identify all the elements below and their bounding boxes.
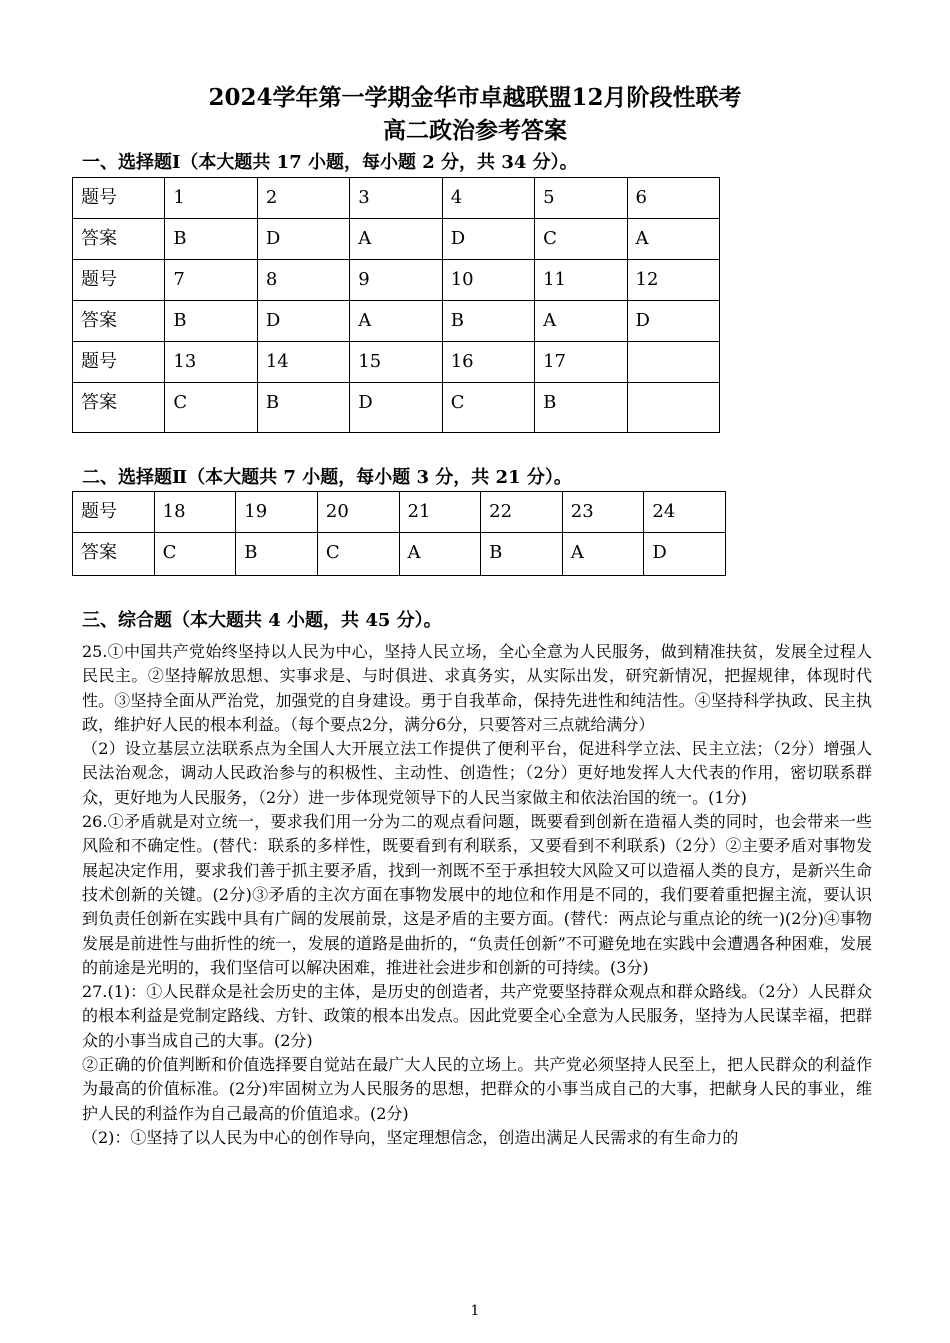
answer-cell: A xyxy=(350,301,442,342)
answer-cell: 1 xyxy=(165,178,257,219)
section3-heading: 三、综合题（本大题共 4 小题，共 45 分）。 xyxy=(82,610,442,631)
answer-cell: 14 xyxy=(257,342,349,383)
answer-cell: 17 xyxy=(535,342,627,383)
answer-cell: 13 xyxy=(165,342,257,383)
row-header-cell: 答案 xyxy=(73,301,165,342)
row-header-cell: 题号 xyxy=(73,342,165,383)
answer-cell: C xyxy=(535,219,627,260)
answer-cell: 7 xyxy=(165,260,257,301)
answer-cell: D xyxy=(644,533,726,576)
answer-paragraph: （2）设立基层立法联系点为全国人大开展立法工作提供了便利平台，促进科学立法、民主立法；（2分）增强人民法治观念，调动人民政治参与的积极性、主动性、创造性；（2分）更好地发挥人大代表的作用，密切联系群众，更好地为人民服务，（2分）进一步体现党领导下的人民当家做主和依法治国的统一。(1分) xyxy=(82,739,872,807)
page-number: 1 xyxy=(470,1303,480,1319)
row-header-cell: 答案 xyxy=(73,383,165,433)
row-header-cell: 答案 xyxy=(73,219,165,260)
answer-cell: B xyxy=(236,533,318,576)
section2-heading: 二、选择题Ⅱ（本大题共 7 小题，每小题 3 分，共 21 分）。 xyxy=(82,467,572,488)
answer-cell: C xyxy=(165,383,257,433)
answer-cell: 10 xyxy=(442,260,534,301)
answer-cell: A xyxy=(350,219,442,260)
answer-cell xyxy=(627,342,719,383)
answer-cell: A xyxy=(399,533,481,576)
document-subtitle: 高二政治参考答案 xyxy=(383,117,567,144)
answer-paragraph: 27.(1)：①人民群众是社会历史的主体，是历史的创造者，共产党要坚持群众观点和群众路线。（2分）人民群众的根本利益是党制定路线、方针、政策的根本出发点。因此党要全心全意为人民服务，坚持为人民谋幸福，把群众的小事当成自己的大事。(2分) xyxy=(82,982,872,1050)
answer-cell: 15 xyxy=(350,342,442,383)
row-header-cell: 答案 xyxy=(73,533,155,576)
section1-heading: 一、选择题Ⅰ（本大题共 17 小题，每小题 2 分，共 34 分）。 xyxy=(82,152,578,173)
answer-cell: B xyxy=(165,301,257,342)
answer-cell: 18 xyxy=(154,492,236,533)
section3-body xyxy=(82,640,872,1150)
answer-cell: B xyxy=(535,383,627,433)
answer-paragraph: （2)：①坚持了以人民为中心的创作导向，坚定理想信念，创造出满足人民需求的有生命力的 xyxy=(82,1127,739,1147)
table-row xyxy=(73,342,720,383)
answer-cell: B xyxy=(257,383,349,433)
answer-cell: B xyxy=(481,533,563,576)
table-row xyxy=(73,178,720,219)
answer-cell: B xyxy=(442,301,534,342)
answer-cell: D xyxy=(350,383,442,433)
row-header-cell: 题号 xyxy=(73,260,165,301)
answer-cell: 16 xyxy=(442,342,534,383)
answer-cell: D xyxy=(627,301,719,342)
document-title: 2024学年第一学期金华市卓越联盟12月阶段性联考 xyxy=(208,84,742,111)
row-header-cell: 题号 xyxy=(73,492,155,533)
answer-cell: 2 xyxy=(257,178,349,219)
answer-paragraph: ②正确的价值判断和价值选择要自觉站在最广大人民的立场上。共产党必须坚持人民至上，把人民群众的利益作为最高的价值标准。(2分)牢固树立为人民服务的思想，把群众的小事当成自己的大事，把献身人民的事业，维护人民的利益作为自己最高的价值追求。(2分) xyxy=(82,1055,872,1123)
answer-cell: 24 xyxy=(644,492,726,533)
answer-cell: 20 xyxy=(317,492,399,533)
answer-cell: 5 xyxy=(535,178,627,219)
row-header-cell: 题号 xyxy=(73,178,165,219)
answer-cell: D xyxy=(442,219,534,260)
answer-cell: 22 xyxy=(481,492,563,533)
answer-cell: B xyxy=(165,219,257,260)
answer-cell: D xyxy=(257,219,349,260)
answer-cell: D xyxy=(257,301,349,342)
table-row xyxy=(73,383,720,433)
table-row xyxy=(73,492,726,533)
answer-cell: 9 xyxy=(350,260,442,301)
answer-cell: 19 xyxy=(236,492,318,533)
section2-answer-table xyxy=(72,491,726,576)
answer-cell: C xyxy=(154,533,236,576)
section1-answer-table xyxy=(72,177,720,433)
answer-paragraph: 26.①矛盾就是对立统一，要求我们用一分为二的观点看问题，既要看到创新在造福人类的同时，也会带来一些风险和不确定性。(替代：联系的多样性，既要看到有利联系，又要看到不利联系)（2分）②主要矛盾对事物发展起决定作用，要求我们善于抓主要矛盾，找到一剂既不至于承担较大风险又可以造福人类的良方，是新兴生命技术创新的关键。(2分)③矛盾的主次方面在事物发展中的地位和作用是不同的，我们要着重把握主流，要认识到负责任创新在实践中具有广阔的发展前景，这是矛盾的主要方面。(替代：两点论与重点论的统一)(2分)④事物发展是前进性与曲折性的统一，发展的道路是曲折的，“负责任创新”不可避免地在实践中会遭遇各种困难，发展的前途是光明的，我们坚信可以解决困难，推进社会进步和创新的可持续。(3分) xyxy=(82,812,872,977)
table-row xyxy=(73,533,726,576)
answer-cell: A xyxy=(562,533,644,576)
table-row xyxy=(73,219,720,260)
answer-cell: 21 xyxy=(399,492,481,533)
answer-cell xyxy=(627,383,719,433)
answer-cell: 23 xyxy=(562,492,644,533)
answer-cell: 12 xyxy=(627,260,719,301)
answer-cell: 11 xyxy=(535,260,627,301)
answer-cell: A xyxy=(535,301,627,342)
answer-cell: C xyxy=(442,383,534,433)
answer-cell: A xyxy=(627,219,719,260)
table-row xyxy=(73,260,720,301)
answer-cell: C xyxy=(317,533,399,576)
answer-cell: 8 xyxy=(257,260,349,301)
answer-cell: 6 xyxy=(627,178,719,219)
answer-cell: 3 xyxy=(350,178,442,219)
table-row xyxy=(73,301,720,342)
answer-cell: 4 xyxy=(442,178,534,219)
answer-paragraph: 25.①中国共产党始终坚持以人民为中心，坚持人民立场，全心全意为人民服务，做到精准扶贫，发展全过程人民民主。②坚持解放思想、实事求是、与时俱进、求真务实，从实际出发，研究新情况，把握规律，体现时代性。③坚持全面从严治党，加强党的自身建设。勇于自我革命，保持先进性和纯洁性。④坚持科学执政、民主执政，维护好人民的根本利益。（每个要点2分，满分6分，只要答对三点就给满分） xyxy=(82,642,872,734)
